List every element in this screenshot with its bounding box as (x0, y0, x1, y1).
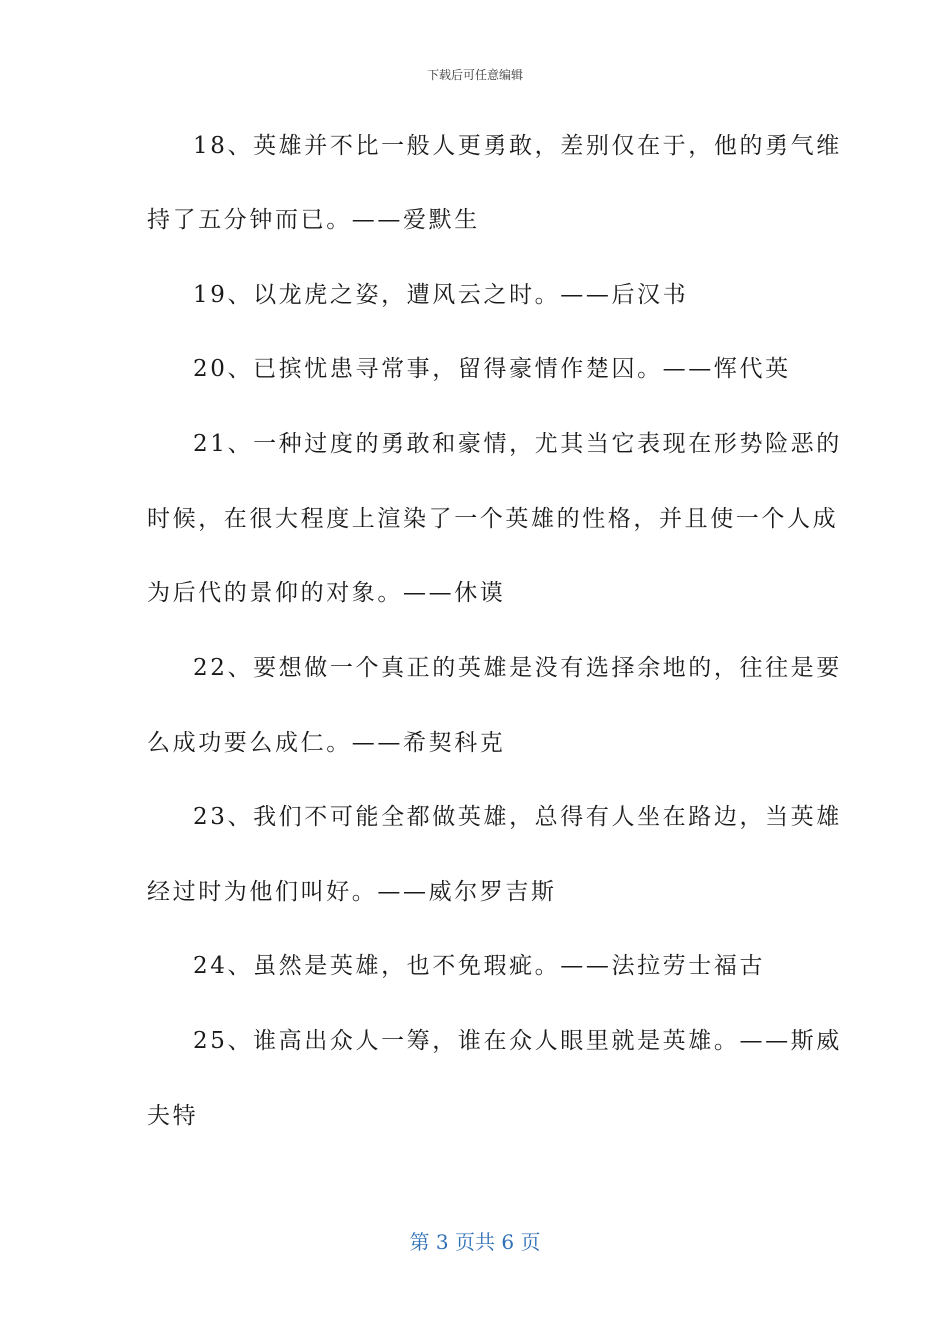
page-header: 下载后可任意编辑 (426, 68, 523, 82)
page-number-footer (0, 1226, 950, 1255)
footer-suffix: 页 (514, 1230, 541, 1254)
footer-middle: 页共 (448, 1230, 502, 1254)
quote-21-line-3: 为后代的景仰的对象。——休谟 (147, 580, 506, 606)
quote-22-line-1: 22、要想做一个真正的英雄是没有选择余地的，往往是要 (193, 655, 842, 681)
quote-20: 20、已摈忧患寻常事，留得豪情作楚囚。——恽代英 (193, 356, 791, 382)
quote-23-line-2: 经过时为他们叫好。——威尔罗吉斯 (147, 879, 557, 905)
total-pages-number: 6 (501, 1230, 515, 1254)
quote-18-line-2: 持了五分钟而已。——爱默生 (147, 207, 480, 233)
quote-18-line-1: 18、英雄并不比一般人更勇敢，差别仅在于，他的勇气维 (193, 133, 842, 159)
quote-23-line-1: 23、我们不可能全都做英雄，总得有人坐在路边，当英雄 (193, 804, 842, 830)
quote-25-line-1: 25、谁高出众人一筹，谁在众人眼里就是英雄。——斯威 (193, 1028, 842, 1054)
quote-21-line-1: 21、一种过度的勇敢和豪情，尤其当它表现在形势险恶的 (193, 431, 842, 457)
footer-prefix: 第 (409, 1230, 436, 1254)
quote-25-line-2: 夫特 (147, 1103, 199, 1129)
current-page-number: 3 (435, 1230, 449, 1254)
quote-22-line-2: 么成功要么成仁。——希契科克 (147, 730, 506, 756)
quote-24: 24、虽然是英雄，也不免瑕疵。——法拉劳士福古 (193, 953, 766, 979)
quote-19: 19、以龙虎之姿，遭风云之时。——后汉书 (193, 282, 689, 308)
quote-21-line-2: 时候，在很大程度上渲染了一个英雄的性格，并且使一个人成 (147, 506, 839, 532)
